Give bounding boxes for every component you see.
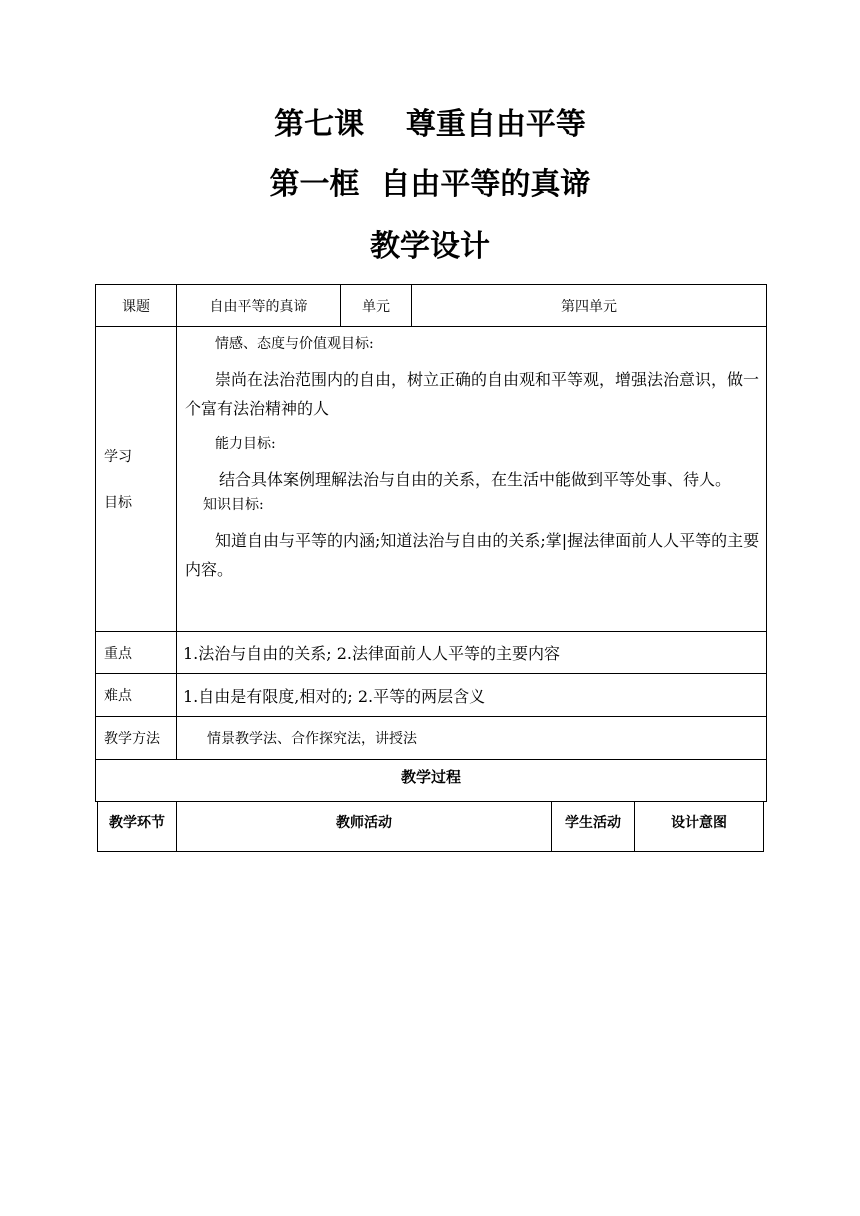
goals-label	[96, 327, 177, 632]
header-student-activity: 学生活动	[552, 802, 635, 852]
topic-row	[96, 285, 767, 327]
process-heading-row	[96, 760, 767, 802]
difficult-points-row	[96, 674, 767, 717]
emotion-text: 崇尚在法治范围内的自由，树立正确的自由观和平等观，增强法治意识，做一个富有法治精神的人	[185, 370, 760, 418]
knowledge-text: 知道自由与平等的内涵;知道法治与自由的关系;掌|握法律面前人人平等的主要内容。	[185, 531, 760, 579]
process-heading: 教学过程	[96, 760, 767, 802]
method-row	[96, 717, 767, 760]
goals-label-line2: 目标	[104, 495, 132, 511]
ability-heading: 能力目标:	[215, 436, 276, 452]
goals-label-line1: 学习	[104, 449, 132, 465]
header-stage: 教学环节	[98, 802, 177, 852]
design-title: 教学设计	[370, 229, 490, 264]
topic-value: 自由平等的真谛	[177, 285, 341, 327]
lesson-info-table	[95, 284, 767, 802]
process-table	[97, 801, 764, 852]
knowledge-heading: 知识目标:	[203, 497, 264, 513]
difficult-points-label: 难点	[96, 674, 177, 717]
key-points-row	[96, 632, 767, 674]
goals-content	[177, 327, 767, 632]
topic-label: 课题	[96, 285, 177, 327]
difficult-points-value: 1.自由是有限度,相对的; 2.平等的两层含义	[177, 674, 767, 717]
unit-value: 第四单元	[412, 285, 767, 327]
goals-row	[96, 327, 767, 632]
header-teacher-activity: 教师活动	[177, 802, 552, 852]
lesson-title: 第七课 尊重自由平等	[274, 107, 586, 142]
ability-text: 结合具体案例理解法治与自由的关系，在生活中能做到平等处事、待人。	[219, 470, 732, 489]
key-points-label: 重点	[96, 632, 177, 674]
key-points-value: 1.法治与自由的关系; 2.法律面前人人平等的主要内容	[177, 632, 767, 674]
process-header-row	[98, 802, 764, 852]
frame-title: 第一框 自由平等的真谛	[269, 167, 591, 202]
emotion-heading: 情感、态度与价值观目标:	[215, 336, 374, 352]
header-design-intent: 设计意图	[635, 802, 764, 852]
unit-label: 单元	[341, 285, 412, 327]
method-label: 教学方法	[96, 717, 177, 760]
method-value: 情景教学法、合作探究法，讲授法	[177, 717, 767, 760]
